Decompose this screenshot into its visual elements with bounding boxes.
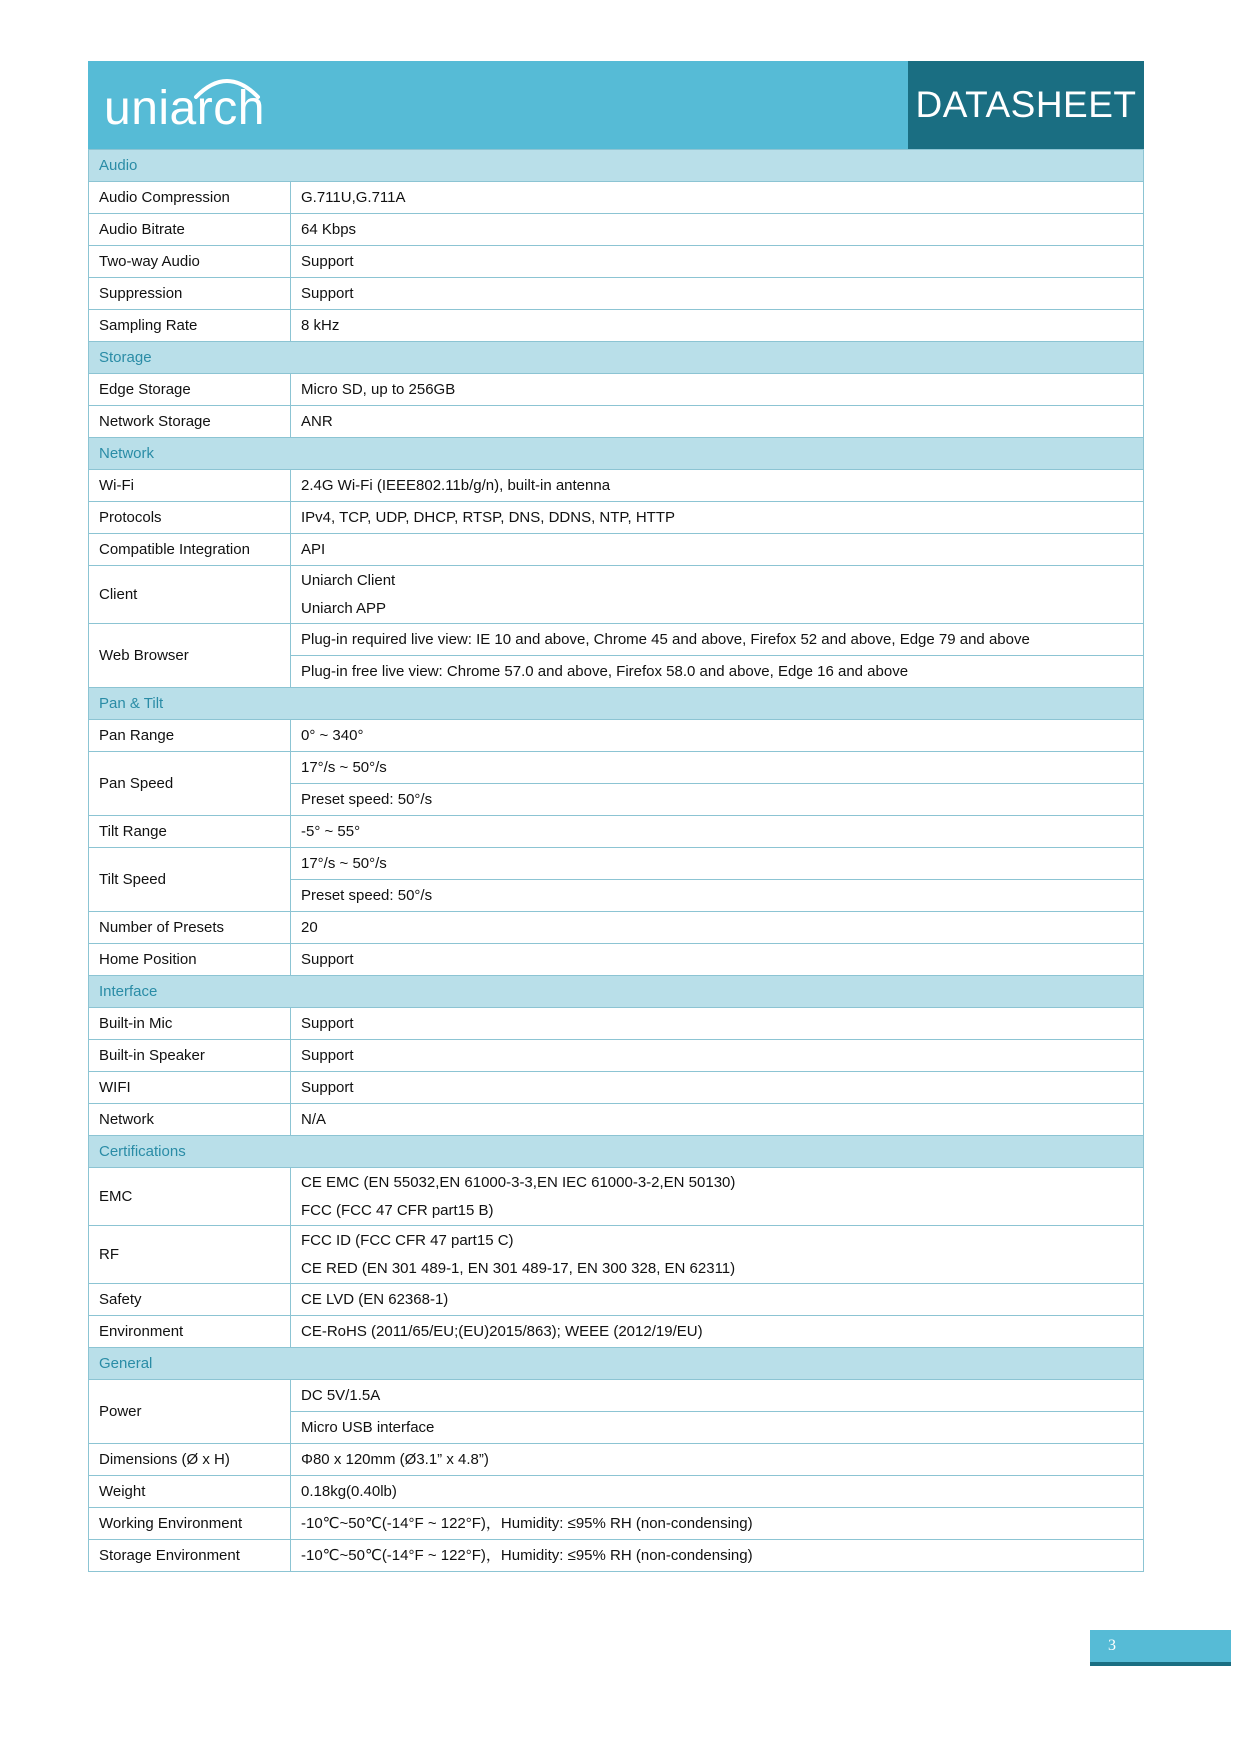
- spec-value: DC 5V/1.5A: [291, 1380, 1144, 1412]
- spec-label: Two-way Audio: [89, 246, 291, 278]
- spec-value: Preset speed: 50°/s: [291, 880, 1144, 912]
- section-header: [89, 1348, 1144, 1380]
- spec-value: IPv4, TCP, UDP, DHCP, RTSP, DNS, DDNS, NTP, HTTP: [291, 502, 1144, 534]
- spec-row: [89, 1226, 1144, 1284]
- page-number: 3: [1090, 1630, 1231, 1662]
- spec-value: Support: [291, 1040, 1144, 1072]
- spec-value: 0° ~ 340°: [291, 720, 1144, 752]
- spec-row: [89, 566, 1144, 624]
- spec-row: [89, 816, 1144, 848]
- spec-value: -5° ~ 55°: [291, 816, 1144, 848]
- section-title: Certifications: [89, 1136, 1144, 1168]
- spec-row: [89, 1284, 1144, 1316]
- spec-value: Support: [291, 1072, 1144, 1104]
- spec-value: Micro USB interface: [291, 1412, 1144, 1444]
- spec-label: Pan Range: [89, 720, 291, 752]
- spec-label: Protocols: [89, 502, 291, 534]
- spec-row: [89, 214, 1144, 246]
- section-header: [89, 688, 1144, 720]
- spec-value: 8 kHz: [291, 310, 1144, 342]
- spec-label: Built-in Speaker: [89, 1040, 291, 1072]
- spec-table: [88, 149, 1144, 1572]
- spec-value: 0.18kg(0.40lb): [291, 1476, 1144, 1508]
- spec-row: [89, 534, 1144, 566]
- spec-value: Support: [291, 1008, 1144, 1040]
- spec-row: [89, 406, 1144, 438]
- spec-value: ANR: [291, 406, 1144, 438]
- spec-row: [89, 1008, 1144, 1040]
- spec-label: Number of Presets: [89, 912, 291, 944]
- spec-row: [89, 1444, 1144, 1476]
- spec-label: Web Browser: [89, 624, 291, 688]
- spec-row: [89, 944, 1144, 976]
- spec-row: [89, 374, 1144, 406]
- spec-value: 64 Kbps: [291, 214, 1144, 246]
- spec-value: [291, 1226, 1144, 1284]
- spec-value: CE-RoHS (2011/65/EU;(EU)2015/863); WEEE (2012/19/EU): [291, 1316, 1144, 1348]
- section-title: Audio: [89, 150, 1144, 182]
- spec-row: [89, 182, 1144, 214]
- spec-value: 2.4G Wi-Fi (IEEE802.11b/g/n), built-in antenna: [291, 470, 1144, 502]
- spec-value: Plug-in required live view: IE 10 and above, Chrome 45 and above, Firefox 52 and above, Edge 79 and above: [291, 624, 1144, 656]
- spec-label: Sampling Rate: [89, 310, 291, 342]
- section-title: General: [89, 1348, 1144, 1380]
- spec-value-line: Uniarch Client: [301, 571, 396, 589]
- spec-row: [89, 1316, 1144, 1348]
- spec-value: 17°/s ~ 50°/s: [291, 752, 1144, 784]
- spec-value: API: [291, 534, 1144, 566]
- spec-value: Support: [291, 278, 1144, 310]
- spec-row: [89, 1476, 1144, 1508]
- section-title: Network: [89, 438, 1144, 470]
- spec-label: Built-in Mic: [89, 1008, 291, 1040]
- spec-label: Dimensions (Ø x H): [89, 1444, 291, 1476]
- spec-label: Working Environment: [89, 1508, 291, 1540]
- spec-label: Compatible Integration: [89, 534, 291, 566]
- logo-text: uniarch: [104, 82, 265, 135]
- spec-label: RF: [89, 1226, 291, 1284]
- spec-label: Client: [89, 566, 291, 624]
- spec-value: Micro SD, up to 256GB: [291, 374, 1144, 406]
- spec-value: Support: [291, 944, 1144, 976]
- spec-value: Plug-in free live view: Chrome 57.0 and above, Firefox 58.0 and above, Edge 16 and above: [291, 656, 1144, 688]
- spec-value: [291, 1168, 1144, 1226]
- spec-label: Suppression: [89, 278, 291, 310]
- spec-label: WIFI: [89, 1072, 291, 1104]
- spec-row: [89, 752, 1144, 784]
- spec-value: 20: [291, 912, 1144, 944]
- spec-row: [89, 1040, 1144, 1072]
- spec-row: [89, 720, 1144, 752]
- spec-label: Network Storage: [89, 406, 291, 438]
- spec-row: [89, 1540, 1144, 1572]
- page-number-bar: [1090, 1662, 1231, 1666]
- section-header: [89, 438, 1144, 470]
- spec-row: [89, 310, 1144, 342]
- spec-value: Support: [291, 246, 1144, 278]
- spec-value-line: CE EMC (EN 55032,EN 61000-3-3,EN IEC 61000-3-2,EN 50130): [301, 1173, 736, 1191]
- spec-value: [291, 566, 1144, 624]
- spec-value: -10℃~50℃(-14°F ~ 122°F)，Humidity: ≤95% RH (non-condensing): [291, 1508, 1144, 1540]
- spec-value: G.711U,G.711A: [291, 182, 1144, 214]
- spec-value: -10℃~50℃(-14°F ~ 122°F)，Humidity: ≤95% RH (non-condensing): [291, 1540, 1144, 1572]
- spec-value: N/A: [291, 1104, 1144, 1136]
- spec-value: 17°/s ~ 50°/s: [291, 848, 1144, 880]
- spec-row: [89, 470, 1144, 502]
- spec-row: [89, 278, 1144, 310]
- spec-row: [89, 1104, 1144, 1136]
- spec-label: Pan Speed: [89, 752, 291, 816]
- page-header: [88, 61, 1144, 149]
- spec-label: Power: [89, 1380, 291, 1444]
- spec-row: [89, 624, 1144, 656]
- spec-label: Home Position: [89, 944, 291, 976]
- spec-label: Weight: [89, 1476, 291, 1508]
- spec-label: EMC: [89, 1168, 291, 1226]
- spec-value-line: FCC (FCC 47 CFR part15 B): [301, 1201, 494, 1219]
- spec-row: [89, 848, 1144, 880]
- section-header: [89, 342, 1144, 374]
- section-header: [89, 976, 1144, 1008]
- spec-label: Safety: [89, 1284, 291, 1316]
- spec-value-line: CE RED (EN 301 489-1, EN 301 489-17, EN 300 328, EN 62311): [301, 1259, 736, 1277]
- spec-value-line: FCC ID (FCC CFR 47 part15 C): [301, 1231, 514, 1249]
- spec-value: CE LVD (EN 62368-1): [291, 1284, 1144, 1316]
- spec-value-line: Uniarch APP: [301, 599, 387, 617]
- section-title: Interface: [89, 976, 1144, 1008]
- spec-label: Storage Environment: [89, 1540, 291, 1572]
- spec-row: [89, 1508, 1144, 1540]
- spec-row: [89, 1072, 1144, 1104]
- spec-row: [89, 912, 1144, 944]
- section-title: Storage: [89, 342, 1144, 374]
- spec-row: [89, 502, 1144, 534]
- datasheet-title: DATASHEET: [908, 61, 1144, 149]
- spec-label: Tilt Speed: [89, 848, 291, 912]
- spec-value: Φ80 x 120mm (Ø3.1” x 4.8”): [291, 1444, 1144, 1476]
- spec-label: Audio Bitrate: [89, 214, 291, 246]
- spec-value: Preset speed: 50°/s: [291, 784, 1144, 816]
- spec-row: [89, 246, 1144, 278]
- spec-label: Audio Compression: [89, 182, 291, 214]
- spec-label: Edge Storage: [89, 374, 291, 406]
- section-title: Pan & Tilt: [89, 688, 1144, 720]
- spec-label: Network: [89, 1104, 291, 1136]
- spec-row: [89, 1168, 1144, 1226]
- section-header: [89, 1136, 1144, 1168]
- spec-label: Wi-Fi: [89, 470, 291, 502]
- spec-label: Tilt Range: [89, 816, 291, 848]
- spec-row: [89, 1380, 1144, 1412]
- spec-label: Environment: [89, 1316, 291, 1348]
- section-header: [89, 150, 1144, 182]
